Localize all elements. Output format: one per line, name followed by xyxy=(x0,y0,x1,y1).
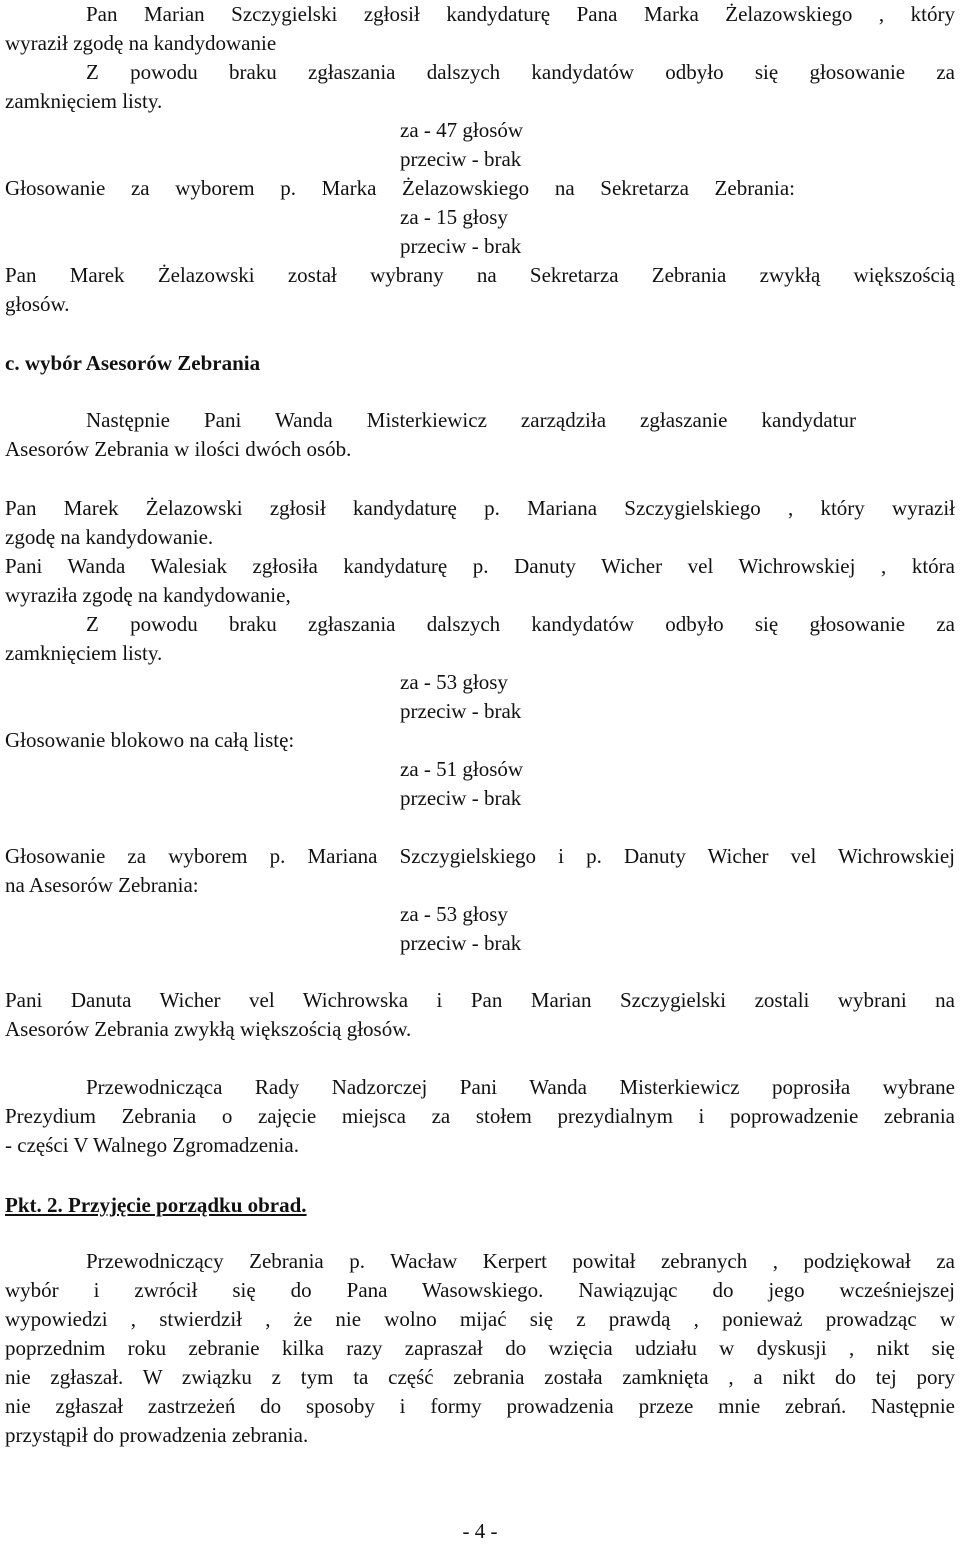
text-line: Pan Marian Szczygielski zgłosił kandydaturę Pana Marka Żelazowskiego , który xyxy=(86,2,955,26)
text-line: Z powodu braku zgłaszania dalszych kandydatów odbyło się głosowanie za xyxy=(86,612,955,636)
vote-against: przeciw - brak xyxy=(400,147,522,171)
vote-for: za - 53 głosy xyxy=(400,670,508,694)
text-line: Pani Wanda Walesiak zgłosiła kandydaturę p. Danuty Wicher vel Wichrowskiej , która xyxy=(5,554,955,578)
vote-against: przeciw - brak xyxy=(400,931,522,955)
text-line: Przewodniczący Zebrania p. Wacław Kerpert powitał zebranych , podziękował za xyxy=(86,1249,955,1273)
text-line: Głosowanie blokowo na całą listę: xyxy=(5,728,295,752)
text-line: wyraziła zgodę na kandydowanie, xyxy=(5,583,291,607)
text-line: wyraził zgodę na kandydowanie xyxy=(5,31,277,55)
text-line: nie zgłaszał. W związku z tym ta część zebrania została zamknięta , a nikt do tej pory xyxy=(5,1365,955,1389)
text-line: Prezydium Zebrania o zajęcie miejsca za stołem prezydialnym i poprowadzenie zebrania xyxy=(5,1104,955,1128)
text-line: zamknięciem listy. xyxy=(5,641,163,665)
text-line: głosów. xyxy=(5,292,70,316)
text-line: wybór i zwrócił się do Pana Wasowskiego. Nawiązując do jego wcześniejszej xyxy=(5,1278,955,1302)
vote-for: za - 15 głosy xyxy=(400,205,508,229)
text-line: Asesorów Zebrania zwykłą większością głosów. xyxy=(5,1017,412,1041)
section-heading: Pkt. 2. Przyjęcie porządku obrad. xyxy=(5,1193,307,1217)
text-line: wypowiedzi , stwierdził , że nie wolno mijać się z prawdą , ponieważ prowadząc w xyxy=(5,1307,955,1331)
text-line: Pani Danuta Wicher vel Wichrowska i Pan Marian Szczygielski zostali wybrani na xyxy=(5,988,955,1012)
vote-against: przeciw - brak xyxy=(400,786,522,810)
vote-for: za - 51 głosów xyxy=(400,757,524,781)
text-line: Pan Marek Żelazowski zgłosił kandydaturę p. Mariana Szczygielskiego , który wyraził xyxy=(5,496,955,520)
text-line: Głosowanie za wyborem p. Marka Żelazowskiego na Sekretarza Zebrania: xyxy=(5,176,795,200)
section-heading: c. wybór Asesorów Zebrania xyxy=(5,351,261,375)
vote-against: przeciw - brak xyxy=(400,699,522,723)
text-line: Pan Marek Żelazowski został wybrany na Sekretarza Zebrania zwykłą większością xyxy=(5,263,955,287)
text-line: zgodę na kandydowanie. xyxy=(5,525,214,549)
vote-for: za - 47 głosów xyxy=(400,118,524,142)
vote-against: przeciw - brak xyxy=(400,234,522,258)
page-number: - 4 - xyxy=(462,1519,498,1543)
text-line: przystąpił do prowadzenia zebrania. xyxy=(5,1423,309,1447)
text-line: - części V Walnego Zgromadzenia. xyxy=(5,1133,299,1157)
vote-for: za - 53 głosy xyxy=(400,902,508,926)
text-line: Asesorów Zebrania w ilości dwóch osób. xyxy=(5,437,352,461)
text-line: nie zgłaszał zastrzeżeń do sposoby i formy prowadzenia przeze mnie zebrań. Następnie xyxy=(5,1394,955,1418)
text-line: poprzednim roku zebranie kilka razy zapraszał do wzięcia udziału w dyskusji , nikt się xyxy=(5,1336,955,1360)
text-line: Następnie Pani Wanda Misterkiewicz zarządziła zgłaszanie kandydatur xyxy=(86,408,856,432)
text-line: Z powodu braku zgłaszania dalszych kandydatów odbyło się głosowanie za xyxy=(86,60,955,84)
text-line: zamknięciem listy. xyxy=(5,89,163,113)
text-line: Głosowanie za wyborem p. Mariana Szczygielskiego i p. Danuty Wicher vel Wichrowskiej xyxy=(5,844,955,868)
text-line: na Asesorów Zebrania: xyxy=(5,873,199,897)
text-line: Przewodnicząca Rady Nadzorczej Pani Wanda Misterkiewicz poprosiła wybrane xyxy=(86,1075,955,1099)
